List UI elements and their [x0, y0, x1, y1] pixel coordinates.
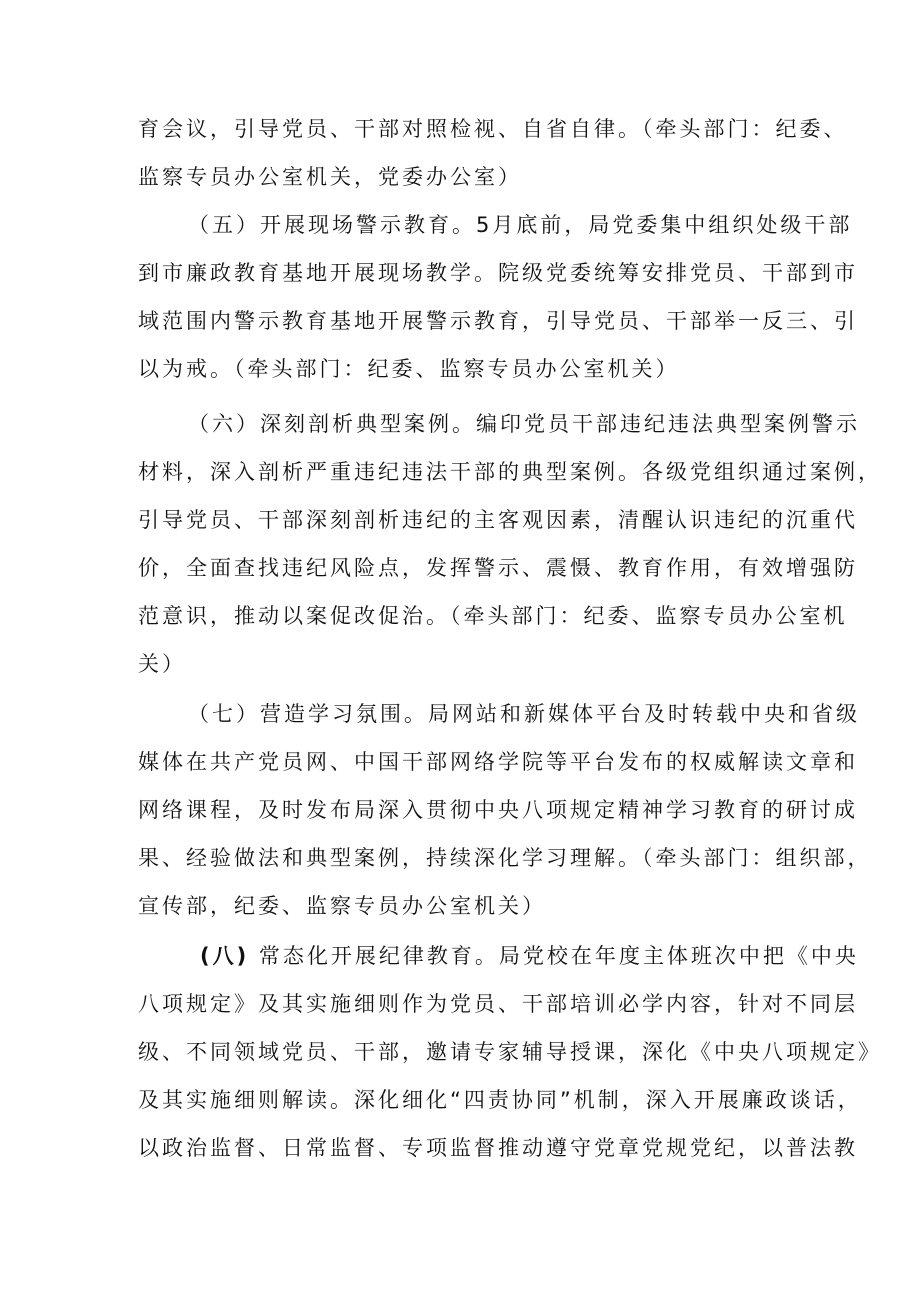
text-line: （七）营造学习氛围。局网站和新媒体平台及时转载中央和省级	[188, 702, 860, 726]
text-line: 关）	[138, 652, 186, 676]
section-text: 常态化开展纪律教育。局党校在年度主体班次中把《中央	[258, 944, 859, 968]
text-line: 宣传部，纪委、监察专员办公室机关）	[138, 894, 546, 918]
text-line: 以为戒。（牵头部门：纪委、监察专员办公室机关）	[138, 357, 680, 381]
text-line: 媒体在共产党员网、中国干部网络学院等平台发布的权威解读文章和	[138, 750, 858, 774]
text-line: 材料，深入剖析严重违纪违法干部的典型案例。各级党组织通过案例，	[138, 460, 882, 484]
section-label: (八)	[200, 944, 250, 968]
text-line	[0, 932, 920, 980]
text-line: 引导党员、干部深刻剖析违纪的主客观因素，清醒认识违纪的沉重代	[138, 508, 858, 532]
text-line: 果、经验做法和典型案例，持续深化学习理解。（牵头部门：组织部，	[138, 846, 872, 870]
text-line: 育会议，引导党员、干部对照检视、自省自律。（牵头部门：纪委、	[138, 117, 848, 141]
text-line: 范意识，推动以案促改促治。（牵头部门：纪委、监察专员办公室机	[138, 604, 848, 628]
text-line: 网络课程，及时发布局深入贯彻中央八项规定精神学习教育的研讨成	[138, 798, 858, 822]
text-line: （五）开展现场警示教育。5月底前，局党委集中组织处级干部	[188, 213, 853, 237]
text-line: 监察专员办公室机关，党委办公室）	[138, 165, 522, 189]
text-line: （六）深刻剖析典型案例。编印党员干部违纪违法典型案例警示	[188, 412, 860, 436]
text-line: 到市廉政教育基地开展现场教学。院级党委统筹安排党员、干部到市	[138, 261, 858, 285]
text-line: 价，全面查找违纪风险点，发挥警示、震慑、教育作用，有效增强防	[138, 556, 858, 580]
text-line: 八项规定》及其实施细则作为党员、干部培训必学内容，针对不同层	[138, 992, 858, 1016]
text-line: 级、不同领域党员、干部，邀请专家辅导授课，深化《中央八项规定》	[138, 1040, 882, 1064]
text-line: 及其实施细则解读。深化细化“四责协同”机制，深入开展廉政谈话，	[138, 1088, 862, 1112]
text-line: 域范围内警示教育基地开展警示教育，引导党员、干部举一反三、引	[138, 309, 858, 333]
text-line: 以政治监督、日常监督、专项监督推动遵守党章党规党纪，以普法教	[138, 1136, 858, 1160]
